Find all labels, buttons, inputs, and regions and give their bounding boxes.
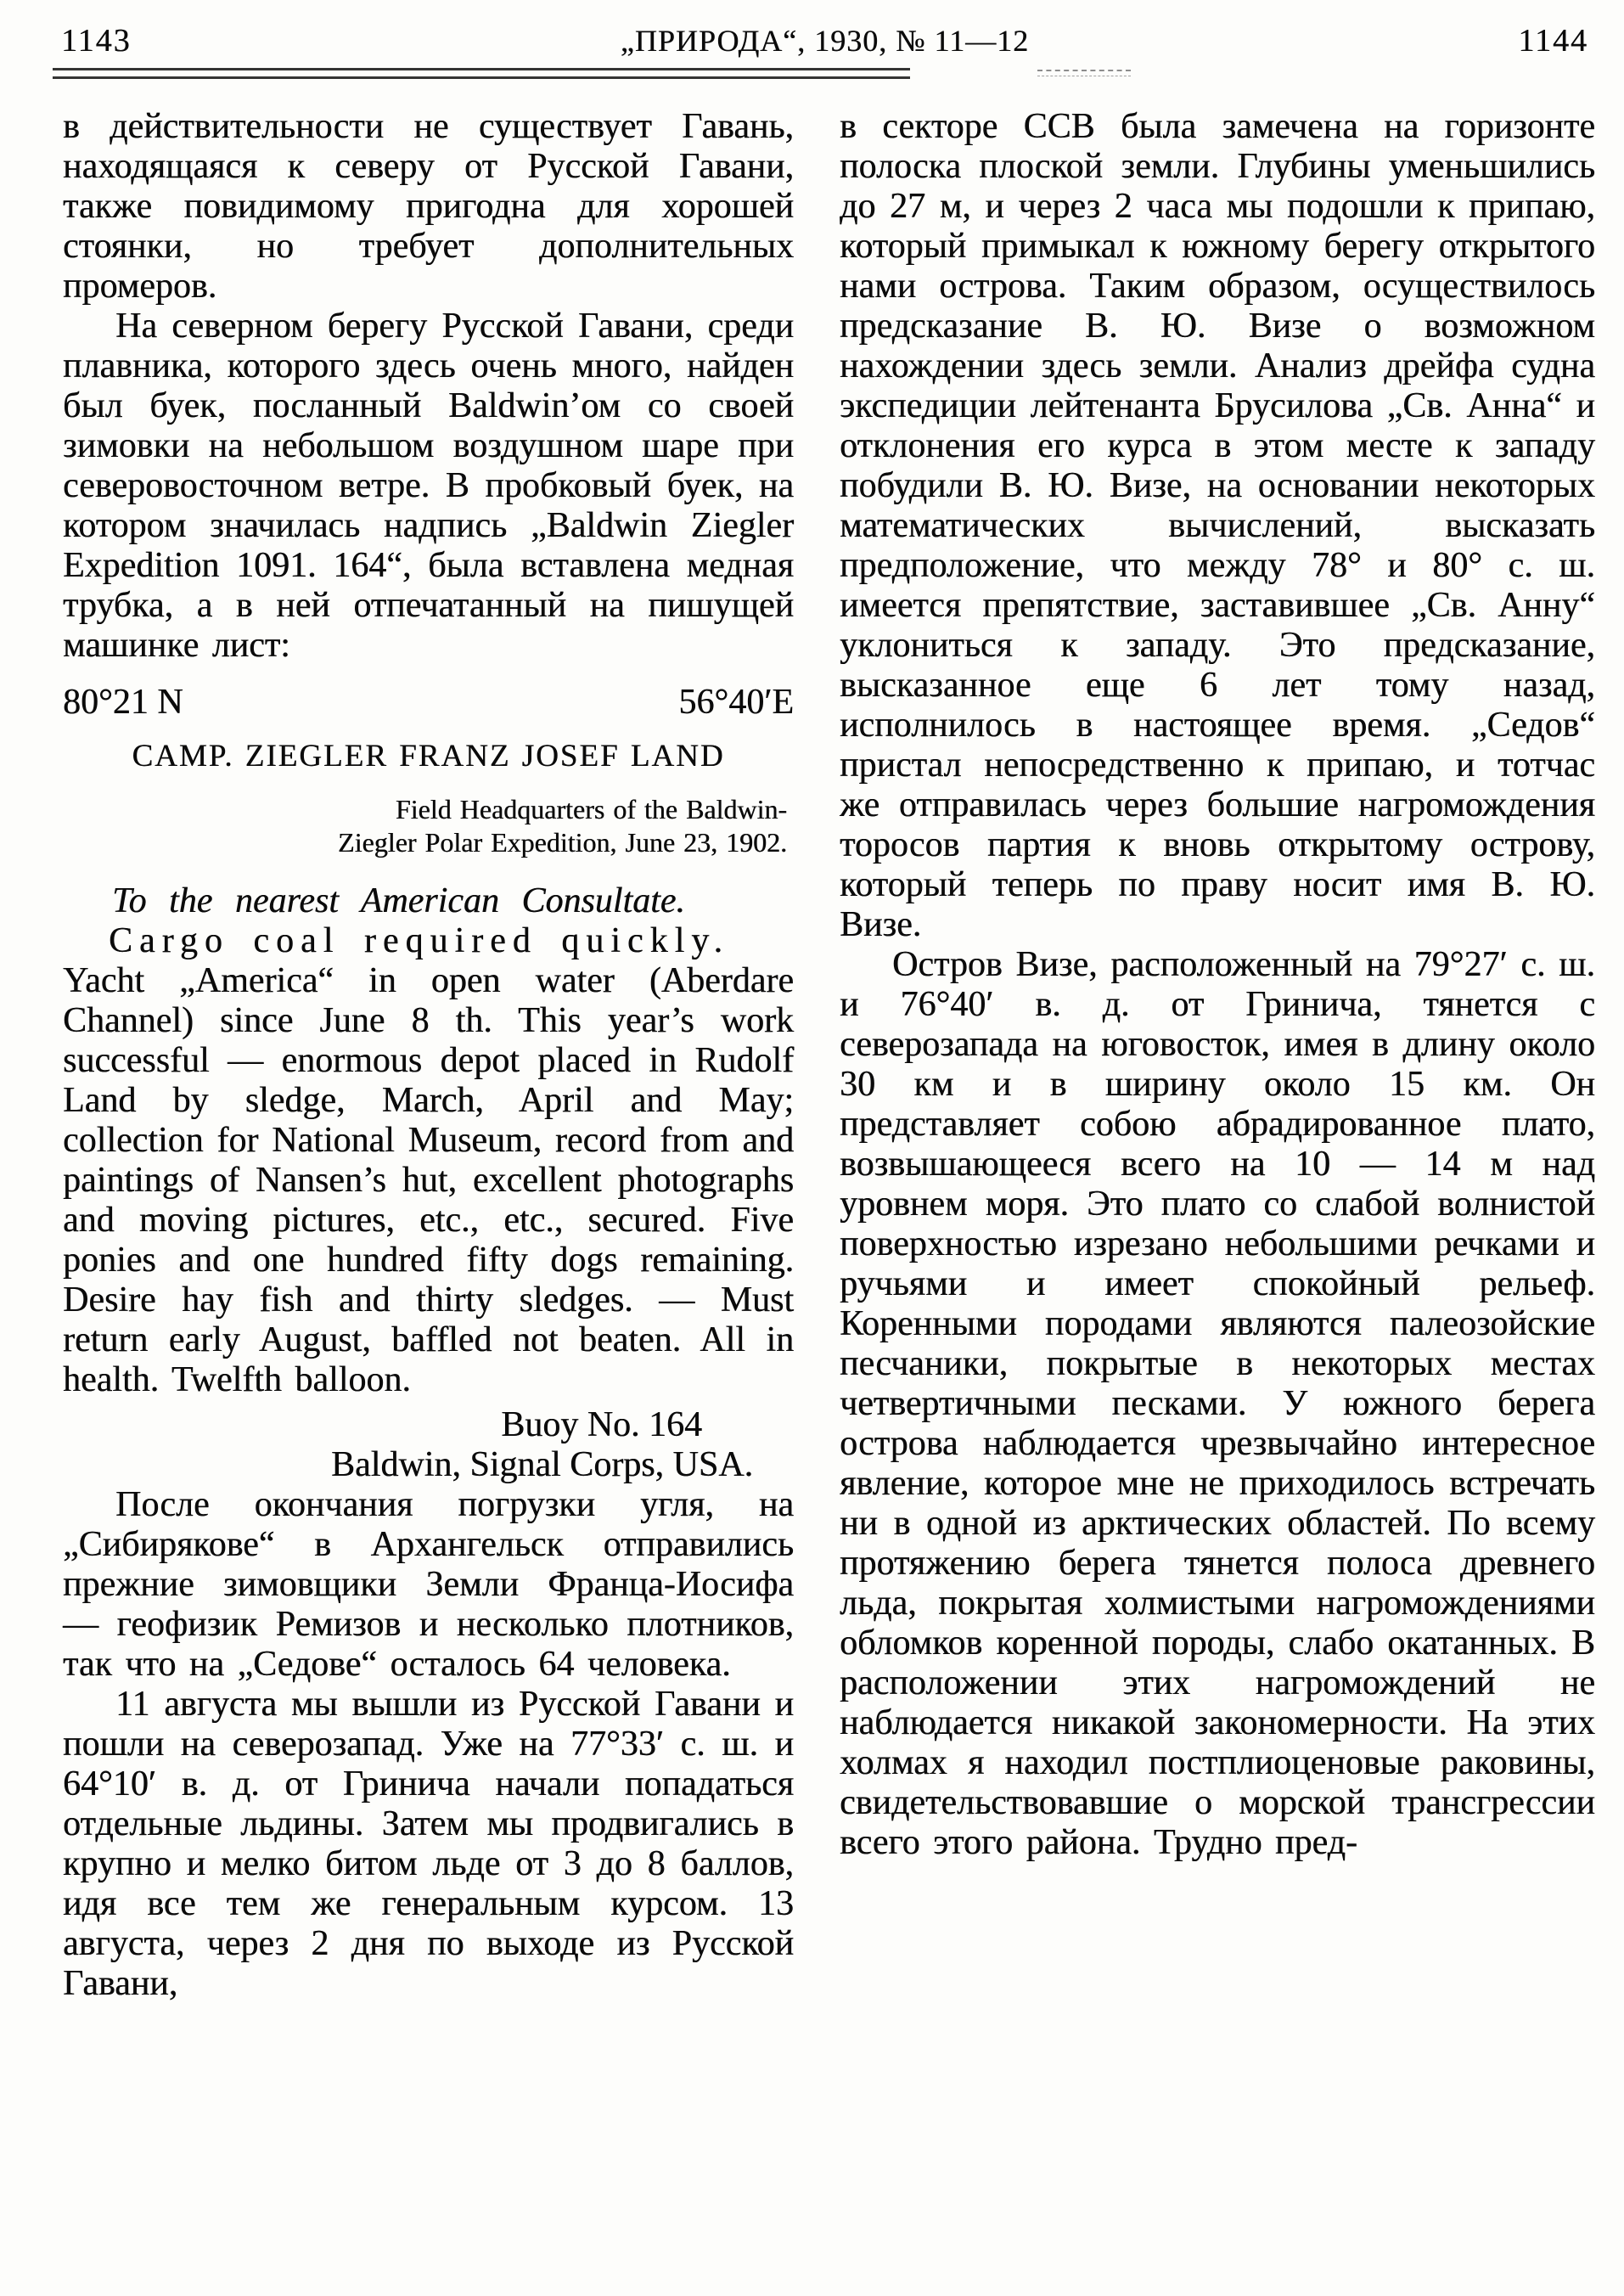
- signature-baldwin-line: Baldwin, Signal Corps, USA.: [331, 1445, 754, 1484]
- camp-heading: CAMP. ZIEGLER FRANZ JOSEF LAND: [132, 739, 725, 774]
- coordinate-east: 56°40′E: [678, 683, 795, 722]
- departure-paragraph: 11 августа мы вышли из Русской Гавани и пошли на северозапад. Уже на 77°33′ с. ш. и 64°10′ в. д. от Гринича начали попадаться отдельные льдины. Затем мы продвигались в крупно и мелко битом льде от 3 до 8 баллов, идя все тем же генеральным курсом. 13 августа, через 2 дня по выходе из Русской Гавани,: [63, 1685, 795, 2003]
- buoy-found-paragraph: На северном берегу Русской Гавани, среди плавника, которого здесь очень много, найден был буек, посланный Baldwin’ом со своей зимовки на небольшом воздушном шаре при северовосточном ветре. В пробковый буек, на котором значилась надпись „Baldwin Ziegler Expedition 1091. 164“, была вставлена медная трубка, а в ней отпечатанный на пишущей машинке лист:: [63, 307, 795, 665]
- right-column: [840, 107, 1595, 2004]
- telegram-signature: [63, 1405, 794, 1485]
- field-headquarters-line1: Field Headquarters of the Baldwin-: [395, 794, 788, 824]
- coal-loading-paragraph: После окончания погрузки угля, на „Сибирякове“ в Архангельск отправились прежние зимовщики Земли Франца-Иосифа — геофизик Ремизов и несколько плотников, так что на „Седове“ осталось 64 человека.: [63, 1485, 795, 1684]
- telegram-body-paragraph: Yacht „America“ in open water (Aberdare Channel) since June 8 th. This year’s work successful — enormous depot placed in Rudolf Land by sledge, March, April and May; collection for National Museum, record from and paintings of Nansen’s hut, excellent photographs and moving pictures, etc., etc., secured. Five ponies and one hundred fifty dogs remaining. Desire hay fish and thirty sledges. — Must return early August, baffled not beaten. All in health. Twelfth balloon.: [63, 961, 795, 1399]
- land-sighted-paragraph: в секторе ССВ была замечена на горизонте полоска плоской земли. Глубины уменьшились до 27 м, и через 2 часа мы подошли к припаю, который примыкал к южному берегу открытого нами острова. Таким образом, осуществилось предсказание В. Ю. Визе о возможном нахождении здесь земли. Анализ дрейфа судна экспедиции лейтенанта Брусилова „Св. Анна“ и отклонения его курса в этом месте к западу побудили В. Ю. Визе, на основании некоторых математических вычислений, высказать предположение, что между 78° и 80° с. ш. имеется препятствие, заставившее „Св. Анну“ уклониться к западу. Это предсказание, высказанное еще 6 лет тому назад, исполнилось в настоящее время. „Седов“ пристал непосредственно к припаю, и тотчас же отправилась через большие нагромождения торосов партия к вновь открытому острову, который теперь по праву носит имя В. Ю. Визе.: [840, 107, 1595, 944]
- journal-title: „ПРИРОДА“, 1930, № 11—12: [620, 24, 1030, 58]
- left-column: [63, 107, 794, 2004]
- continuation-paragraph: в действительности не существует Гавань, находящаяся к северу от Русской Гавани, также повидимому пригодна для хорошей стоянки, но требует дополнительных промеров.: [63, 107, 795, 306]
- header-rule-main: [53, 68, 910, 79]
- coordinate-north: 80°21 N: [63, 683, 183, 722]
- page-number-left: 1143: [61, 23, 132, 59]
- cargo-coal-line: Cargo coal required quickly.: [109, 921, 730, 960]
- page-header: [0, 0, 1624, 59]
- text-columns: [0, 78, 1624, 2004]
- field-headquarters-line2: Ziegler Polar Expedition, June 23, 1902.: [338, 827, 788, 858]
- coordinates-line: [63, 683, 794, 723]
- page-number-right: 1144: [1518, 23, 1588, 59]
- header-rule: [53, 68, 1588, 78]
- consulate-line: To the nearest American Consultate.: [112, 881, 685, 920]
- header-rule-dash: [1037, 70, 1131, 76]
- signature-buoy-line: Buoy No. 164: [501, 1405, 703, 1444]
- field-headquarters-block: [63, 793, 787, 859]
- vize-island-paragraph: Остров Визе, расположенный на 79°27′ с. ш. и 76°40′ в. д. от Гринича, тянется с северозапада на юговосток, имея в длину около 30 км и в ширину около 15 км. Он представляет собою абрадированное плато, возвышающееся всего на 10 — 14 м над уровнем моря. Это плато со слабой волнистой поверхностью изрезано небольшими речками и ручьями и имеет спокойный рельеф. Коренными породами являются палеозойские песчаники, покрытые в некоторых местах четвертичными песками. У южного берега острова наблюдается чрезвычайно интересное явление, которое мне не приходилось встречать ни в одной из арктических областей. По всему протяжению берега тянется полоса древнего льда, покрытая холмистыми нагромождениями обломков коренной породы, слабо окатанных. В расположении этих нагромождений не наблюдается никакой закономерности. На этих холмах я находил постплиоценовые раковины, свидетельствовавшие о морской трансгрессии всего этого района. Трудно пред-: [840, 945, 1595, 1862]
